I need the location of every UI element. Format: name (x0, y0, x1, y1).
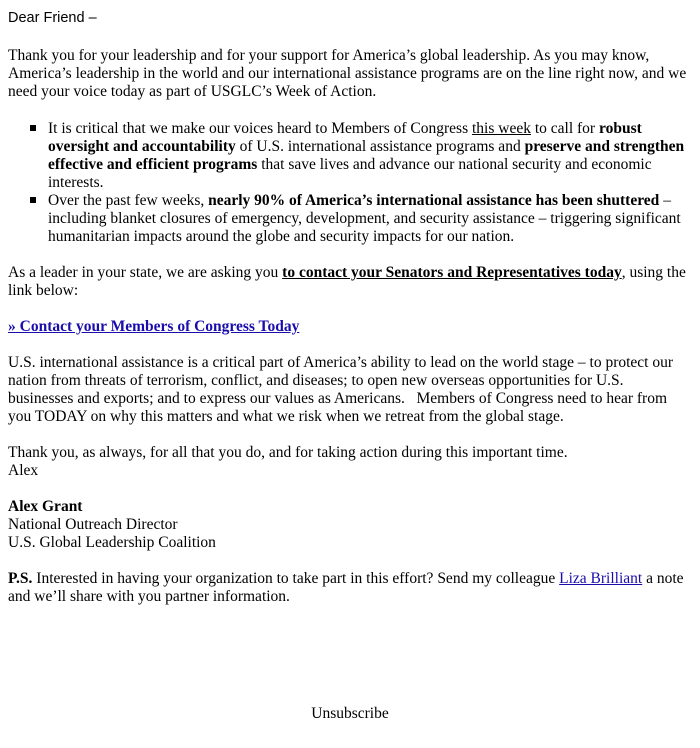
bullet-text: to call for (530, 120, 599, 137)
unsubscribe-link[interactable]: Unsubscribe (311, 705, 389, 722)
body-paragraph: U.S. international assistance is a critical part of America’s ability to lead on the world stage – to protect our nation from threats of terrorism, conflict, and diseases; to open new overseas opportunities for U.S. businesses and exports; and to express our values as Americans. Members of Congress need to hear from you TODAY on why this matters and what we risk when we retreat from the global stage. (8, 354, 674, 425)
ask-text: , using the link below: (8, 264, 686, 299)
ps-text: Interested in having your organization to take part in this effort? Send my colleague (32, 570, 560, 587)
key-points-list (8, 120, 692, 246)
email-body (8, 0, 692, 606)
contact-congress-link[interactable]: » Contact your Members of Congress Today (8, 318, 300, 335)
signature-org: U.S. Global Leadership Coalition (8, 534, 216, 551)
bullet-emphasis: nearly 90% of America’s international assistance has been shuttered (208, 192, 660, 209)
ps-paragraph (8, 570, 692, 606)
bullet-text: of U.S. international assistance programs and (235, 138, 525, 155)
list-item (48, 192, 692, 246)
ps-text: a note and we’ll share with you partner information. (8, 570, 684, 605)
ask-paragraph (8, 264, 692, 300)
this-week-link[interactable]: this week (471, 120, 531, 137)
signature-name: Alex Grant (8, 498, 83, 515)
ps-label: P.S. (8, 570, 33, 587)
signature-block (8, 498, 692, 552)
greeting: Dear Friend – (8, 10, 97, 26)
list-item (48, 120, 692, 192)
signature-title: National Outreach Director (8, 516, 178, 533)
bullet-text: – including blanket closures of emergency, development, and security assistance – triggering significant humanitarian impacts around the globe and security impacts for our nation. (48, 192, 681, 245)
bullet-emphasis: preserve and strengthen effective and efficient programs (48, 138, 685, 173)
bullet-text: Over the past few weeks, (48, 192, 209, 209)
bullet-text: that save lives and advance our national security and economic interests. (48, 156, 652, 191)
contact-representatives-link[interactable]: to contact your Senators and Representatives today (282, 264, 622, 281)
closing-name: Alex (8, 462, 39, 479)
intro-paragraph: Thank you for your leadership and for your support for America’s global leadership. As you may know, America’s leadership in the world and our international assistance programs are on the line right now, and we need your voice today as part of USGLC’s Week of Action. (8, 47, 687, 100)
thanks-paragraph (8, 444, 692, 480)
colleague-link[interactable]: Liza Brilliant (559, 570, 643, 587)
bullet-emphasis: robust oversight and accountability (48, 120, 642, 155)
ask-text: As a leader in your state, we are asking you (8, 264, 283, 281)
bullet-text: It is critical that we make our voices heard to Members of Congress (48, 120, 472, 137)
thanks-text: Thank you, as always, for all that you do, and for taking action during this important time. (8, 444, 568, 461)
cta-paragraph (8, 318, 692, 336)
